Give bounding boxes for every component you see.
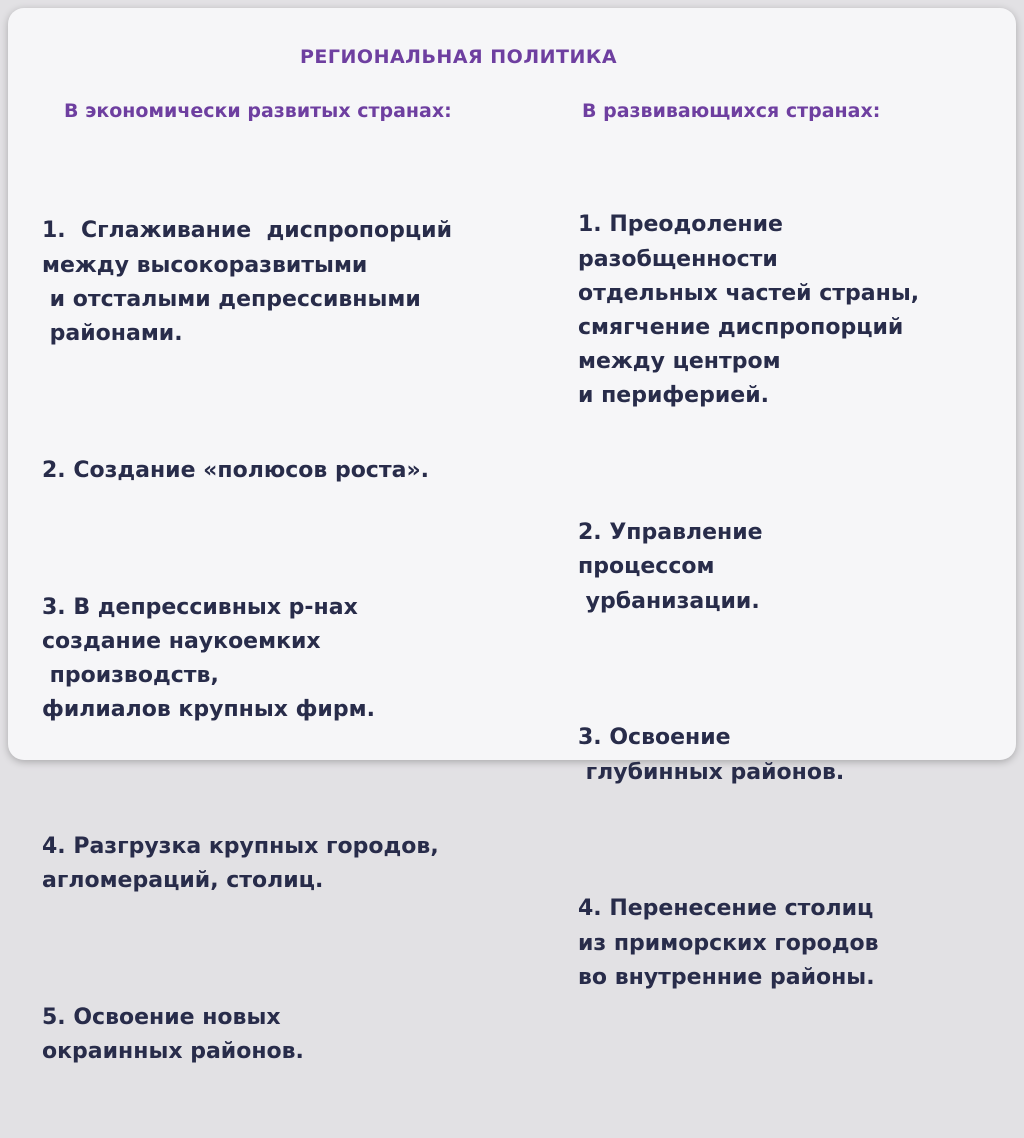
right-item-3: 3. Освоение глубинных районов.: [578, 725, 845, 785]
right-item-1: 1. Преодоление разобщенности отдельных частей страны, смягчение диспропорций между центром и периферией.: [578, 212, 920, 409]
left-item-4: 4. Разгрузка крупных городов, агломераций, столиц.: [42, 834, 439, 894]
left-column-list: [42, 146, 452, 1138]
slide-title: РЕГИОНАЛЬНАЯ ПОЛИТИКА: [300, 46, 618, 68]
left-item-2: 2. Создание «полюсов роста».: [42, 457, 430, 483]
right-item-2: 2. Управление процессом урбанизации.: [578, 520, 763, 614]
left-item-1: 1. Сглаживание диспропорций между высокоразвитыми и отсталыми депрессивными районами.: [42, 218, 452, 347]
left-item-3: 3. В депрессивных р-нах создание наукоемких производств, филиалов крупных фирм.: [42, 594, 375, 723]
left-item-5: 5. Освоение новых окраинных районов.: [42, 1005, 304, 1065]
left-column-heading: В экономически развитых странах:: [64, 100, 452, 122]
slide: [8, 8, 1016, 1065]
right-column-list: [578, 140, 919, 1063]
right-item-4: 4. Перенесение столиц из приморских городов во внутренние районы.: [578, 896, 879, 990]
right-column-heading: В развивающихся странах:: [582, 100, 881, 122]
